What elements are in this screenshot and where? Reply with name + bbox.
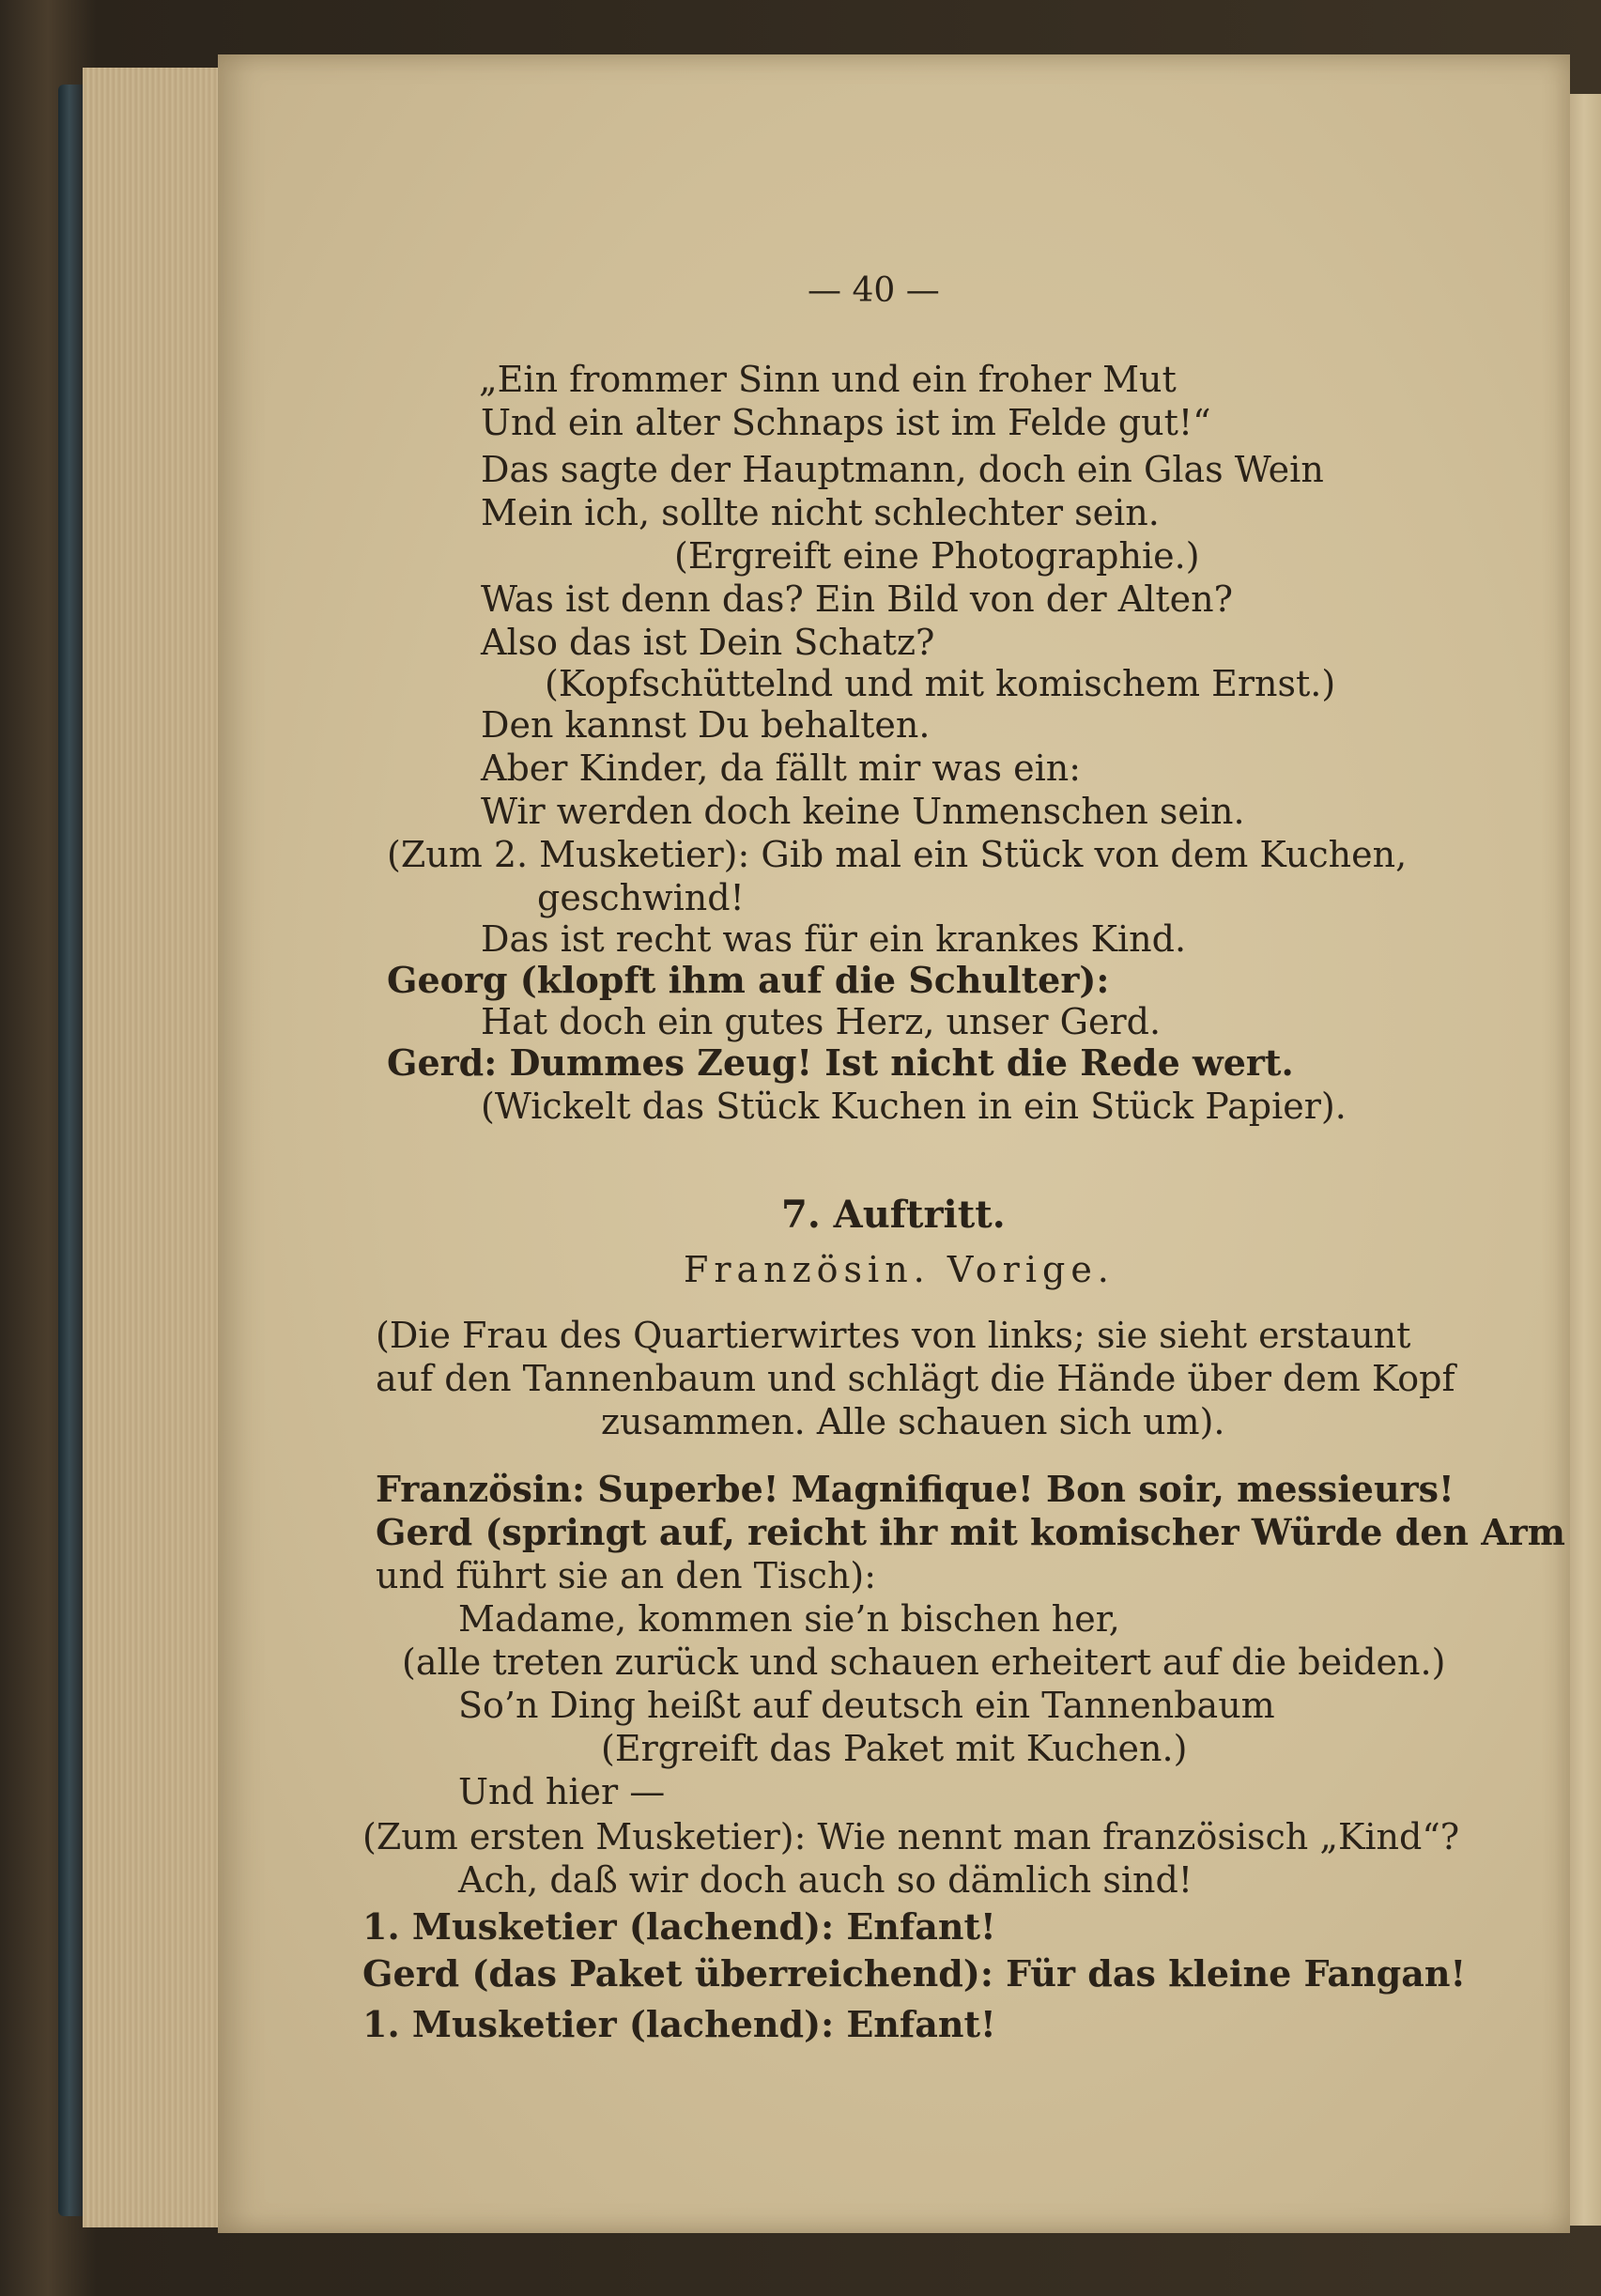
stage-direction-wickelt: (Wickelt das Stück Kuchen in ein Stück Papier). xyxy=(481,1086,1347,1127)
verse-line-8: Aber Kinder, da fällt mir was ein: xyxy=(481,747,1082,789)
verse-line-9: Wir werden doch keine Unmenschen sein. xyxy=(481,791,1245,832)
page-stack-edges xyxy=(83,68,223,2227)
stage-direction-paket: (Ergreift das Paket mit Kuchen.) xyxy=(601,1728,1188,1769)
verse-line-2: Und ein alter Schnaps ist im Felde gut!“ xyxy=(481,402,1211,443)
stage-direction-photo: (Ergreift eine Photographie.) xyxy=(674,535,1200,577)
verse-line-1: „Ein frommer Sinn und ein froher Mut xyxy=(479,359,1177,400)
speaker-franzoesin: Französin: Superbe! Magnifique! Bon soir, messieurs! xyxy=(376,1468,1455,1510)
stage-direction-kuchen: (Zum 2. Musketier): Gib mal ein Stück von dem Kuchen, xyxy=(387,834,1408,875)
stage-direction-kopf: (Kopfschüttelnd und mit komischem Ernst.) xyxy=(545,663,1336,704)
speaker-musketier-1: 1. Musketier (lachend): Enfant! xyxy=(362,1905,996,1948)
stage-direction-frau-2: auf den Tannenbaum und schlägt die Hände über dem Kopf xyxy=(376,1358,1455,1399)
verse-line-7: Den kannst Du behalten. xyxy=(481,704,931,746)
verse-line-5: Was ist denn das? Ein Bild von der Alten? xyxy=(481,578,1234,620)
verse-line-6: Also das ist Dein Schatz? xyxy=(481,622,935,663)
verse-line-3: Das sagte der Hauptmann, doch ein Glas Wein xyxy=(481,449,1324,490)
verse-line-11: Hat doch ein gutes Herz, unser Gerd. xyxy=(481,1001,1162,1042)
stage-direction-alle: (alle treten zurück und schauen erheitert auf die beiden.) xyxy=(402,1641,1446,1683)
verse-line-daemlich: Ach, daß wir doch auch so dämlich sind! xyxy=(458,1859,1193,1901)
scene-heading: 7. Auftritt. xyxy=(781,1193,1006,1237)
stage-direction-frau-3: zusammen. Alle schauen sich um). xyxy=(601,1401,1225,1442)
stage-direction-tisch: und führt sie an den Tisch): xyxy=(376,1555,877,1596)
speaker-georg: Georg (klopft ihm auf die Schulter): xyxy=(387,959,1110,1001)
scene-characters: Französin. Vorige. xyxy=(684,1249,1115,1290)
stage-direction-frau-1: (Die Frau des Quartierwirtes von links; sie sieht erstaunt xyxy=(376,1315,1411,1356)
speaker-gerd-3: Gerd (das Paket überreichend): Für das kleine Fangan! xyxy=(362,1952,1467,1995)
verse-line-tannenbaum: So’n Ding heißt auf deutsch ein Tannenbaum xyxy=(458,1685,1275,1726)
stage-direction-musketier: (Zum ersten Musketier): Wie nennt man französisch „Kind“? xyxy=(362,1816,1460,1857)
page-number: — 40 — xyxy=(808,271,940,310)
verse-line-10: Das ist recht was für ein krankes Kind. xyxy=(481,918,1187,960)
speaker-musketier-2: 1. Musketier (lachend): Enfant! xyxy=(362,2003,996,2045)
verse-line-geschwind: geschwind! xyxy=(537,877,745,918)
verse-line-und-hier: Und hier — xyxy=(458,1771,666,1812)
speaker-gerd-1: Gerd: Dummes Zeug! Ist nicht die Rede wert. xyxy=(387,1041,1294,1084)
speaker-gerd-2: Gerd (springt auf, reicht ihr mit komischer Würde den Arm xyxy=(376,1511,1565,1553)
verse-line-4: Mein ich, sollte nicht schlechter sein. xyxy=(481,492,1160,533)
verse-line-madame: Madame, kommen sie’n bischen her, xyxy=(458,1598,1120,1640)
